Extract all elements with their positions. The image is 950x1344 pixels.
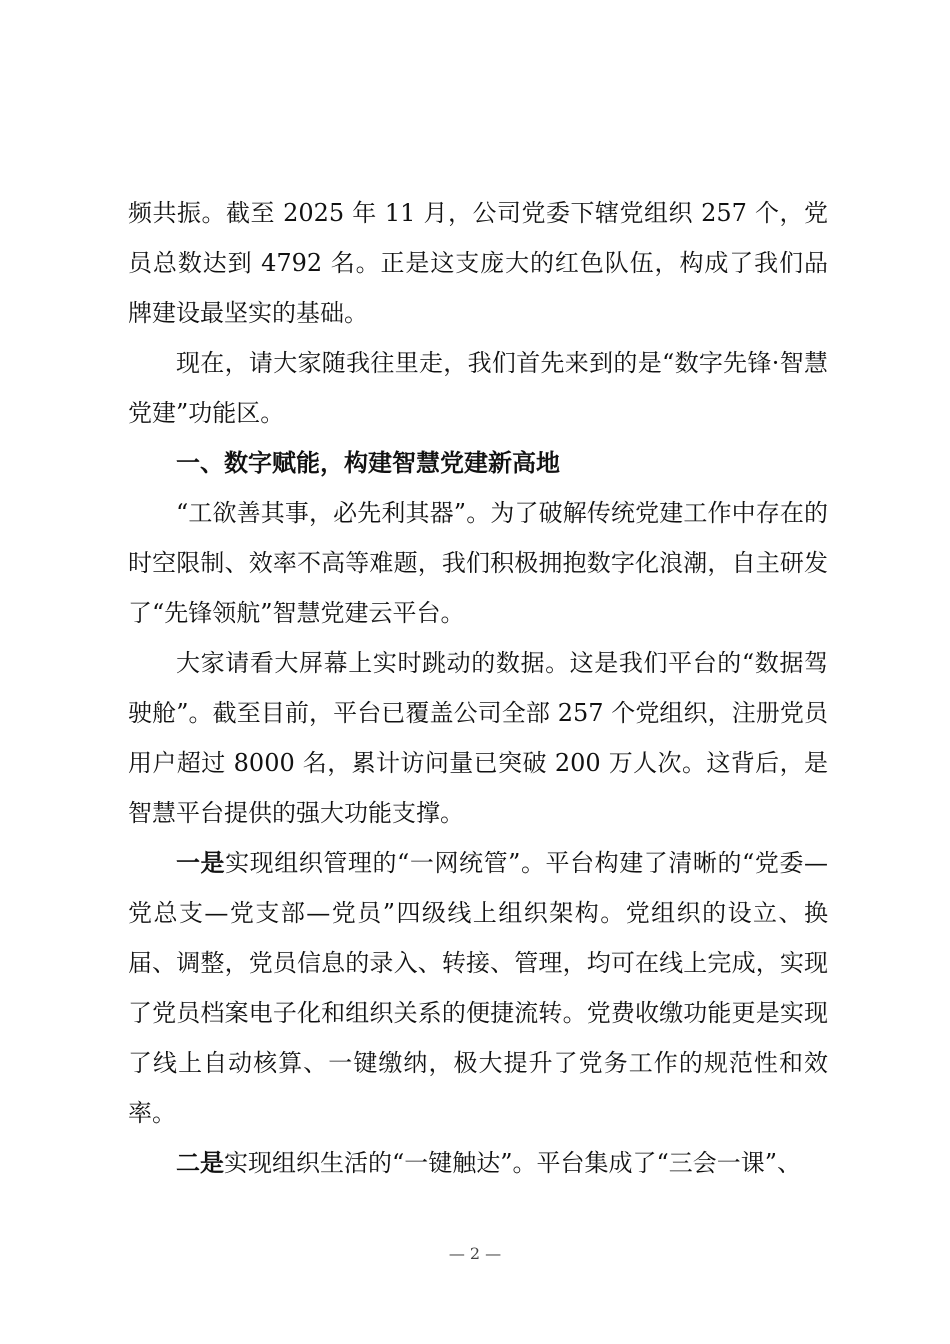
section-heading: 一、数字赋能，构建智慧党建新高地: [176, 448, 560, 477]
point-two-lead: 二是: [176, 1148, 224, 1177]
point-two-text: 实现组织生活的“一键触达”。平台集成了“三会一课”、: [224, 1149, 802, 1177]
paragraph-platform-origin: “工欲善其事，必先利其器”。为了破解传统党建工作中存在的时空限制、效率不高等难题，我们积极拥抱数字化浪潮，自主研发了“先锋领航”智慧党建云平台。: [128, 499, 828, 627]
point-one-lead: 一是: [176, 848, 226, 877]
paragraph-continuation: 频共振。截至 2025 年 11 月，公司党委下辖党组织 257 个，党员总数达到 4792 名。正是这支庞大的红色队伍，构成了我们品牌建设最坚实的基础。: [128, 199, 828, 327]
paragraph-point-two: [128, 1138, 828, 1188]
point-one-text: 实现组织管理的“一网统管”。平台构建了清晰的“党委—党总支—党支部—党员”四级线上组织架构。党组织的设立、换届、调整，党员信息的录入、转接、管理，均可在线上完成，实现了党员档案电子化和组织关系的便捷流转。党费收缴功能更是实现了线上自动核算、一键缴纳，极大提升了党务工作的规范性和效率。: [128, 849, 828, 1127]
paragraph-intro-zone: 现在，请大家随我往里走，我们首先来到的是“数字先锋·智慧党建”功能区。: [128, 349, 828, 427]
page-number: — 2 —: [448, 1244, 502, 1263]
document-body: [128, 188, 828, 1188]
paragraph-data-cockpit: 大家请看大屏幕上实时跳动的数据。这是我们平台的“数据驾驶舱”。截至目前，平台已覆盖公司全部 257 个党组织，注册党员用户超过 8000 名，累计访问量已突破 200 万人次。这背后，是智慧平台提供的强大功能支撑。: [128, 649, 828, 827]
paragraph-point-one: [128, 838, 828, 1138]
